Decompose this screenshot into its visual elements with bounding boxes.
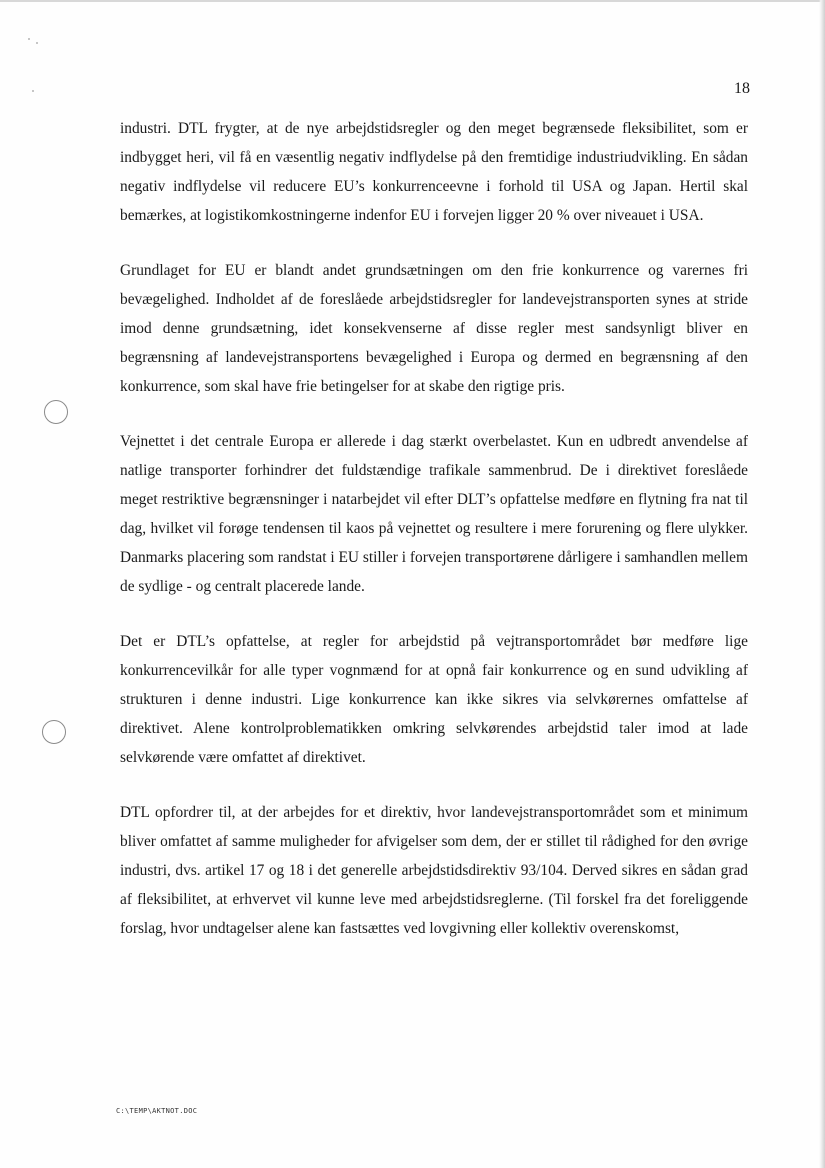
paragraph: Grundlaget for EU er blandt andet grundsætningen om den frie konkurrence og varernes fri bevægelighed. Indholdet af de foreslåede arbejdstidsregler for landevejstransporten synes at stride imod denne grundsætning, idet konsekvenserne af disse regler mest sandsynligt bliver en begrænsning af landevejstransportens bevægelighed i Europa og dermed en begrænsning af den konkurrence, som skal have frie betingelser for at skabe den rigtige pris. [120, 262, 748, 395]
page-number: 18 [734, 80, 750, 97]
scan-speck [32, 90, 34, 92]
body-text [120, 114, 748, 969]
scan-speck [28, 38, 30, 40]
footer-file-path: C:\TEMP\AKTNOT.DOC [116, 1107, 198, 1115]
punch-hole [44, 400, 68, 424]
paragraph: Det er DTL’s opfattelse, at regler for arbejdstid på vejtransportområdet bør medføre lige konkurrencevilkår for alle typer vognmænd for at opnå fair konkurrence og en sund udvikling af strukturen i denne industri. Lige konkurrence kan ikke sikres via selvkørernes omfattelse af direktivet. Alene kontrolproblematikken omkring selvkørendes arbejdstid taler imod at lade selvkørende være omfattet af direktivet. [120, 633, 748, 766]
paragraph: Vejnettet i det centrale Europa er allerede i dag stærkt overbelastet. Kun en udbredt anvendelse af natlige transporter forhindrer det fuldstændige trafikale sammenbrud. De i direktivet foreslåede meget restriktive begrænsninger i natarbejdet vil efter DLT’s opfattelse medføre en flytning fra nat til dag, hvilket vil forøge tendensen til kaos på vejnettet og resultere i mere forurening og flere ulykker. Danmarks placering som randstat i EU stiller i forvejen transportørene dårligere i samhandlen mellem de sydlige - og centralt placerede lande. [120, 433, 748, 595]
page-top-edge [0, 0, 825, 2]
scan-speck [36, 42, 38, 44]
paragraph: DTL opfordrer til, at der arbejdes for et direktiv, hvor landevejstransportområdet som et minimum bliver omfattet af samme muligheder for afvigelser som dem, der er stillet til rådighed for den øvrige industri, dvs. artikel 17 og 18 i det generelle arbejdstidsdirektiv 93/104. Derved sikres en sådan grad af fleksibilitet, at erhvervet vil kunne leve med arbejdstidsreglerne. (Til forskel fra det foreliggende forslag, hvor undtagelser alene kan fastsættes ved lovgivning eller kollektiv overenskomst, [120, 804, 748, 937]
paragraph: industri. DTL frygter, at de nye arbejdstidsregler og den meget begrænsede fleksibilitet, som er indbygget heri, vil få en væsentlig negativ indflydelse på den fremtidige industriudvikling. En sådan negativ indflydelse vil reducere EU’s konkurrenceevne i forhold til USA og Japan. Hertil skal bemærkes, at logistikomkostningerne indenfor EU i forvejen ligger 20 % over niveauet i USA. [120, 120, 748, 224]
page-right-edge [819, 0, 825, 1168]
punch-hole [42, 720, 66, 744]
